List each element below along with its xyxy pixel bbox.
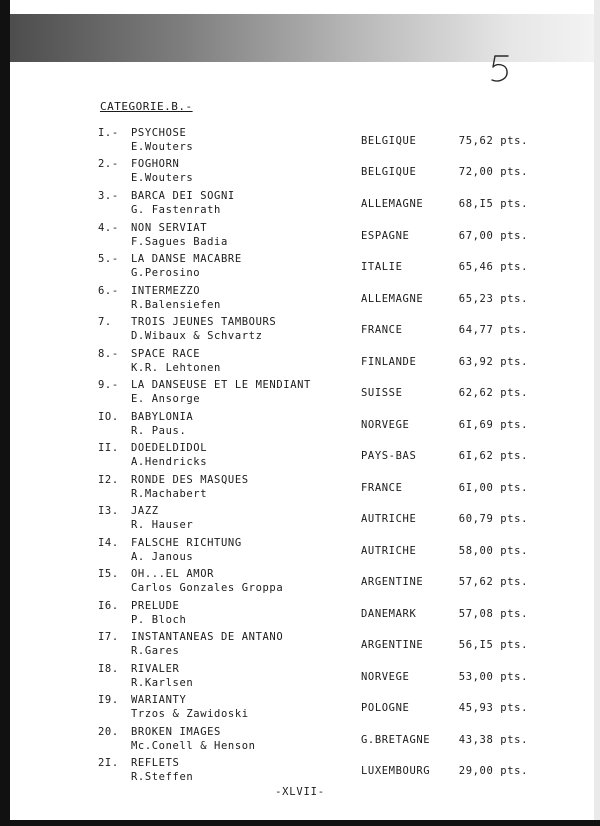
entry-country: FRANCE (361, 324, 403, 336)
entry-author: A. Janous (131, 551, 194, 563)
result-entry (0, 694, 600, 726)
entry-rank: I6. (98, 600, 119, 612)
entry-country: NORVEGE (361, 419, 410, 431)
result-entry (0, 127, 600, 159)
entry-country: ALLEMAGNE (361, 198, 424, 210)
entry-score: 57,62 pts. (458, 576, 528, 588)
entry-rank: I9. (98, 694, 119, 706)
entry-country: FRANCE (361, 482, 403, 494)
result-entry (0, 316, 600, 348)
entry-title: JAZZ (131, 505, 159, 517)
entry-country: SUISSE (361, 387, 403, 399)
result-entry (0, 222, 600, 254)
entry-author: E.Wouters (131, 172, 194, 184)
entry-country: ITALIE (361, 261, 403, 273)
entry-score: 62,62 pts. (458, 387, 528, 399)
entry-author: D.Wibaux & Schvartz (131, 330, 263, 342)
category-heading: CATEGORIE.B.- (100, 100, 193, 113)
entry-country: DANEMARK (361, 608, 417, 620)
entry-title: PRELUDE (131, 600, 180, 612)
entry-title: DOEDELDIDOL (131, 442, 208, 454)
entry-score: 64,77 pts. (458, 324, 528, 336)
entry-title: FOGHORN (131, 158, 180, 170)
entry-score: 6I,00 pts. (458, 482, 528, 494)
entry-author: E. Ansorge (131, 393, 201, 405)
entry-title: BABYLONIA (131, 411, 194, 423)
entry-rank: II. (98, 442, 119, 454)
entry-rank: 8.- (98, 348, 119, 360)
entry-author: Mc.Conell & Henson (131, 740, 256, 752)
entry-rank: I5. (98, 568, 119, 580)
entry-author: E.Wouters (131, 141, 194, 153)
entry-title: REFLETS (131, 757, 180, 769)
entry-author: R.Balensiefen (131, 299, 221, 311)
handwritten-page-number (484, 52, 514, 88)
entry-country: ARGENTINE (361, 639, 424, 651)
result-entry (0, 631, 600, 663)
result-entry (0, 663, 600, 695)
result-entry (0, 379, 600, 411)
entry-score: 29,00 pts. (458, 765, 528, 777)
entry-title: LA DANSEUSE ET LE MENDIANT (131, 379, 311, 391)
entry-rank: I8. (98, 663, 119, 675)
entry-author: R.Steffen (131, 771, 194, 783)
result-entry (0, 411, 600, 443)
entry-country: ESPAGNE (361, 230, 410, 242)
entry-score: 56,I5 pts. (458, 639, 528, 651)
entry-score: 45,93 pts. (458, 702, 528, 714)
entry-title: TROIS JEUNES TAMBOURS (131, 316, 277, 328)
entry-rank: 9.- (98, 379, 119, 391)
entry-rank: 2I. (98, 757, 119, 769)
entry-country: NORVEGE (361, 671, 410, 683)
entry-score: 43,38 pts. (458, 734, 528, 746)
entry-country: AUTRICHE (361, 545, 417, 557)
entry-rank: 3.- (98, 190, 119, 202)
entry-country: BELGIQUE (361, 166, 417, 178)
result-entry (0, 253, 600, 285)
entry-author: R. Paus. (131, 425, 187, 437)
entry-country: LUXEMBOURG (361, 765, 431, 777)
entry-score: 58,00 pts. (458, 545, 528, 557)
result-entry (0, 348, 600, 380)
entry-title: LA DANSE MACABRE (131, 253, 242, 265)
entry-rank: 2.- (98, 158, 119, 170)
entry-score: 6I,62 pts. (458, 450, 528, 462)
entry-author: P. Bloch (131, 614, 187, 626)
result-entry (0, 600, 600, 632)
entry-rank: I4. (98, 537, 119, 549)
entry-author: F.Sagues Badia (131, 236, 228, 248)
entry-author: A.Hendricks (131, 456, 208, 468)
entry-rank: I3. (98, 505, 119, 517)
entry-title: BROKEN IMAGES (131, 726, 221, 738)
result-entry (0, 568, 600, 600)
entry-author: R.Gares (131, 645, 180, 657)
result-entry (0, 474, 600, 506)
result-entry (0, 190, 600, 222)
entry-title: OH...EL AMOR (131, 568, 215, 580)
entry-rank: I2. (98, 474, 119, 486)
entry-score: 65,46 pts. (458, 261, 528, 273)
entry-title: INSTANTANEAS DE ANTANO (131, 631, 284, 643)
entry-rank: 4.- (98, 222, 119, 234)
entry-author: R. Hauser (131, 519, 194, 531)
result-entry (0, 285, 600, 317)
page-footer: -XLVII- (275, 786, 325, 798)
entry-country: PAYS-BAS (361, 450, 417, 462)
entry-title: PSYCHOSE (131, 127, 187, 139)
entry-country: BELGIQUE (361, 135, 417, 147)
entry-country: AUTRICHE (361, 513, 417, 525)
entry-score: 72,00 pts. (458, 166, 528, 178)
entry-score: 63,92 pts. (458, 356, 528, 368)
entry-title: NON SERVIAT (131, 222, 208, 234)
entry-score: 67,00 pts. (458, 230, 528, 242)
result-entry (0, 505, 600, 537)
entry-score: 65,23 pts. (458, 293, 528, 305)
entry-title: FALSCHE RICHTUNG (131, 537, 242, 549)
entry-score: 68,I5 pts. (458, 198, 528, 210)
entry-score: 57,08 pts. (458, 608, 528, 620)
scan-border-top (0, 0, 600, 14)
entry-rank: IO. (98, 411, 119, 423)
entry-title: INTERMEZZO (131, 285, 201, 297)
result-entry (0, 726, 600, 758)
scan-border-bottom (0, 820, 600, 826)
entry-country: POLOGNE (361, 702, 410, 714)
entry-rank: 7. (98, 316, 112, 328)
result-entry (0, 757, 600, 789)
entry-score: 75,62 pts. (458, 135, 528, 147)
entry-score: 53,00 pts. (458, 671, 528, 683)
entry-author: Carlos Gonzales Groppa (131, 582, 284, 594)
entry-title: WARIANTY (131, 694, 187, 706)
entry-rank: 20. (98, 726, 119, 738)
entry-rank: I.- (98, 127, 119, 139)
entry-author: R.Machabert (131, 488, 208, 500)
entry-score: 60,79 pts. (458, 513, 528, 525)
entry-title: BARCA DEI SOGNI (131, 190, 235, 202)
entry-rank: 5.- (98, 253, 119, 265)
entry-country: G.BRETAGNE (361, 734, 431, 746)
entry-title: SPACE RACE (131, 348, 201, 360)
result-entry (0, 442, 600, 474)
entry-rank: I7. (98, 631, 119, 643)
entry-author: G.Perosino (131, 267, 201, 279)
result-entry (0, 537, 600, 569)
entry-country: FINLANDE (361, 356, 417, 368)
entry-title: RIVALER (131, 663, 180, 675)
entry-rank: 6.- (98, 285, 119, 297)
entry-title: RONDE DES MASQUES (131, 474, 249, 486)
entry-author: G. Fastenrath (131, 204, 221, 216)
entry-author: R.Karlsen (131, 677, 194, 689)
entry-author: K.R. Lehtonen (131, 362, 221, 374)
entry-score: 6I,69 pts. (458, 419, 528, 431)
entry-country: ARGENTINE (361, 576, 424, 588)
entry-author: Trzos & Zawidoski (131, 708, 249, 720)
entry-country: ALLEMAGNE (361, 293, 424, 305)
result-entry (0, 158, 600, 190)
